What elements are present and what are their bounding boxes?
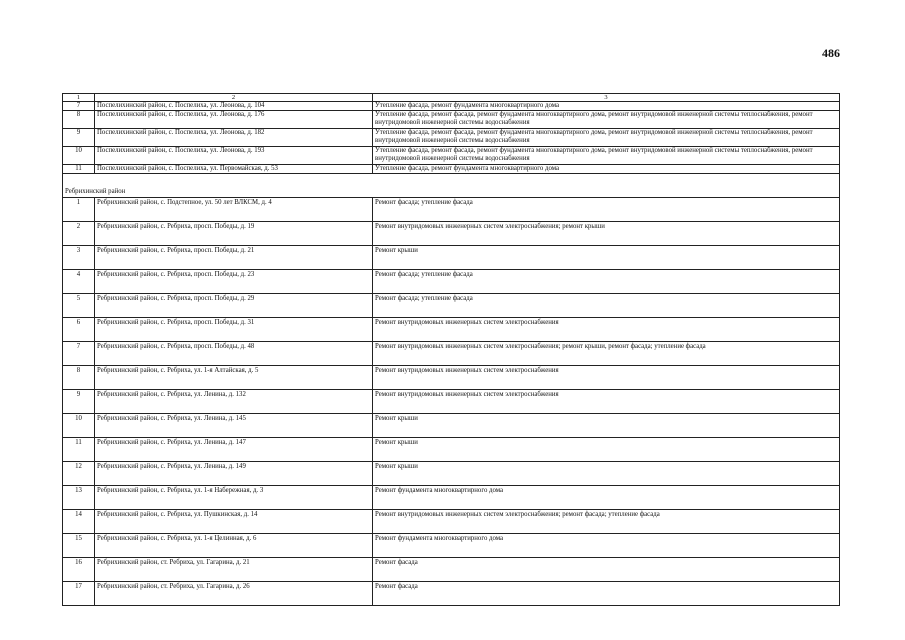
table-row	[63, 102, 840, 111]
works-cell: Утепление фасада, ремонт фасада, ремонт фундамента многоквартирного дома, ремонт внутридомовой инженерной системы теплоснабжения, ремонт внутридомовой инженерной системы водоснабжения	[373, 129, 840, 147]
table-row	[63, 582, 840, 606]
works-cell: Утепление фасада, ремонт фундамента многоквартирного дома	[373, 165, 840, 174]
works-cell: Ремонт внутридомовых инженерных систем электроснабжения; ремонт крыши, ремонт фасада; утепление фасада	[373, 342, 840, 366]
table-row	[63, 111, 840, 129]
column-number-row	[63, 94, 840, 102]
row-number: 17	[63, 582, 95, 606]
address-cell: Ребрихинский район, с. Ребриха, ул. Ленина, д. 147	[95, 438, 373, 462]
address-cell: Ребрихинский район, с. Ребриха, просп. Победы, д. 29	[95, 294, 373, 318]
table-row	[63, 414, 840, 438]
address-cell: Ребрихинский район, ст. Ребриха, ул. Гагарина, д. 26	[95, 582, 373, 606]
address-cell: Поспелихинский район, с. Поспелиха, ул. Леонова, д. 176	[95, 111, 373, 129]
section-row	[63, 174, 840, 198]
row-number: 3	[63, 246, 95, 270]
address-cell: Ребрихинский район, с. Ребриха, ул. Пушкинская, д. 14	[95, 510, 373, 534]
table-row	[63, 147, 840, 165]
address-cell: Ребрихинский район, с. Ребриха, ул. Ленина, д. 149	[95, 462, 373, 486]
table-row	[63, 366, 840, 390]
table-row	[63, 198, 840, 222]
row-number: 12	[63, 462, 95, 486]
row-number: 13	[63, 486, 95, 510]
table-row	[63, 510, 840, 534]
table-row	[63, 165, 840, 174]
row-number: 11	[63, 165, 95, 174]
works-cell: Ремонт крыши	[373, 414, 840, 438]
row-number: 16	[63, 558, 95, 582]
works-cell: Ремонт фундамента многоквартирного дома	[373, 534, 840, 558]
row-number: 5	[63, 294, 95, 318]
works-cell: Ремонт фундамента многоквартирного дома	[373, 486, 840, 510]
address-cell: Ребрихинский район, ст. Ребриха, ул. Гагарина, д. 21	[95, 558, 373, 582]
page-number: 486	[822, 46, 840, 60]
address-cell: Ребрихинский район, с. Ребриха, ул. 1-я Алтайская, д. 5	[95, 366, 373, 390]
address-cell: Поспелихинский район, с. Поспелиха, ул. Леонова, д. 193	[95, 147, 373, 165]
section-title: Ребрихинский район	[63, 174, 840, 198]
address-cell: Ребрихинский район, с. Ребриха, ул. 1-я Целинная, д. 6	[95, 534, 373, 558]
works-table	[62, 93, 840, 606]
address-cell: Поспелихинский район, с. Поспелиха, ул. Леонова, д. 182	[95, 129, 373, 147]
row-number: 2	[63, 222, 95, 246]
works-cell: Утепление фасада, ремонт фасада, ремонт фундамента многоквартирного дома, ремонт внутридомовой инженерной системы теплоснабжения, ремонт внутридомовой инженерной системы водоснабжения	[373, 111, 840, 129]
row-number: 10	[63, 147, 95, 165]
address-cell: Ребрихинский район, с. Ребриха, ул. 1-я Набережная, д. 3	[95, 486, 373, 510]
address-cell: Ребрихинский район, с. Подстепное, ул. 50 лет ВЛКСМ, д. 4	[95, 198, 373, 222]
table-row	[63, 438, 840, 462]
works-cell: Ремонт крыши	[373, 462, 840, 486]
address-cell: Ребрихинский район, с. Ребриха, просп. Победы, д. 48	[95, 342, 373, 366]
column-header-3: 3	[373, 94, 840, 102]
address-cell: Ребрихинский район, с. Ребриха, ул. Ленина, д. 145	[95, 414, 373, 438]
row-number: 9	[63, 129, 95, 147]
row-number: 7	[63, 342, 95, 366]
works-cell: Ремонт крыши	[373, 246, 840, 270]
row-number: 7	[63, 102, 95, 111]
table-row	[63, 558, 840, 582]
table-row	[63, 486, 840, 510]
table-row	[63, 222, 840, 246]
row-number: 4	[63, 270, 95, 294]
table-row	[63, 390, 840, 414]
table-row	[63, 270, 840, 294]
column-header-2: 2	[95, 94, 373, 102]
row-number: 10	[63, 414, 95, 438]
table-row	[63, 462, 840, 486]
table-row	[63, 129, 840, 147]
table-row	[63, 294, 840, 318]
table-row	[63, 534, 840, 558]
works-cell: Ремонт фасада; утепление фасада	[373, 198, 840, 222]
address-cell: Ребрихинский район, с. Ребриха, просп. Победы, д. 31	[95, 318, 373, 342]
row-number: 8	[63, 366, 95, 390]
address-cell: Ребрихинский район, с. Ребриха, просп. Победы, д. 23	[95, 270, 373, 294]
works-cell: Утепление фасада, ремонт фундамента многоквартирного дома	[373, 102, 840, 111]
works-cell: Ремонт внутридомовых инженерных систем электроснабжения	[373, 366, 840, 390]
works-cell: Ремонт внутридомовых инженерных систем электроснабжения	[373, 318, 840, 342]
works-cell: Ремонт крыши	[373, 438, 840, 462]
row-number: 9	[63, 390, 95, 414]
works-cell: Ремонт фасада	[373, 582, 840, 606]
row-number: 11	[63, 438, 95, 462]
address-cell: Поспелихинский район, с. Поспелиха, ул. Леонова, д. 104	[95, 102, 373, 111]
address-cell: Ребрихинский район, с. Ребриха, ул. Ленина, д. 132	[95, 390, 373, 414]
works-cell: Ремонт фасада; утепление фасада	[373, 294, 840, 318]
table-row	[63, 342, 840, 366]
works-cell: Ремонт фасада; утепление фасада	[373, 270, 840, 294]
address-cell: Ребрихинский район, с. Ребриха, просп. Победы, д. 19	[95, 222, 373, 246]
row-number: 15	[63, 534, 95, 558]
row-number: 1	[63, 198, 95, 222]
table-row	[63, 318, 840, 342]
address-cell: Поспелихинский район, с. Поспелиха, ул. Первомайская, д. 53	[95, 165, 373, 174]
works-table-body	[63, 94, 840, 606]
works-cell: Ремонт фасада	[373, 558, 840, 582]
column-header-1: 1	[63, 94, 95, 102]
row-number: 6	[63, 318, 95, 342]
works-cell: Ремонт внутридомовых инженерных систем электроснабжения; ремонт крыши	[373, 222, 840, 246]
row-number: 8	[63, 111, 95, 129]
works-cell: Ремонт внутридомовых инженерных систем электроснабжения	[373, 390, 840, 414]
table-row	[63, 246, 840, 270]
address-cell: Ребрихинский район, с. Ребриха, просп. Победы, д. 21	[95, 246, 373, 270]
works-cell: Утепление фасада, ремонт фасада, ремонт фундамента многоквартирного дома, ремонт внутридомовой инженерной системы теплоснабжения, ремонт внутридомовой инженерной системы водоснабжения	[373, 147, 840, 165]
works-cell: Ремонт внутридомовых инженерных систем электроснабжения; ремонт фасада; утепление фасада	[373, 510, 840, 534]
row-number: 14	[63, 510, 95, 534]
